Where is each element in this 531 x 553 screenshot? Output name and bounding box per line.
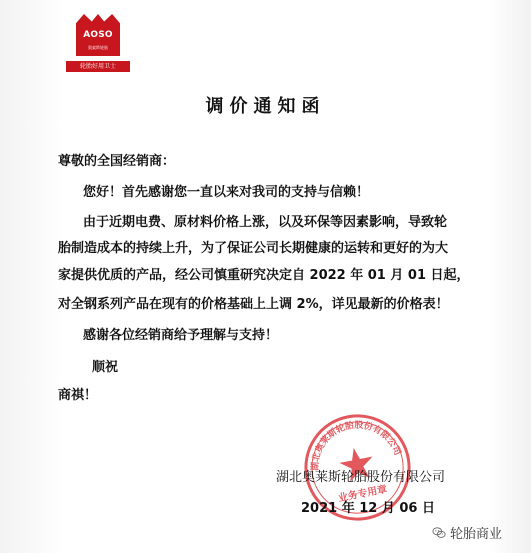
price-adjustment-line-3: 家提供优质的产品，经公司慎重研究决定自 2022 年 01 月 01 日起， bbox=[58, 268, 470, 283]
price-adjustment-line-2: 胎制造成本的持续上升，为了保证公司长期健康的运转和更好的为大 bbox=[58, 241, 449, 256]
closing-line-2: 商祺！ bbox=[58, 388, 98, 403]
salutation: 尊敬的全国经销商： bbox=[58, 154, 176, 169]
logo-tagline: 轮胎好用卫士 bbox=[66, 61, 130, 72]
company-logo bbox=[66, 14, 130, 72]
greeting-paragraph: 您好！首先感谢您一直以来对我司的支持与信赖！ bbox=[83, 185, 370, 200]
logo-subtitle: 奥索斯轮胎 bbox=[88, 45, 108, 50]
closing-line-1: 顺祝 bbox=[92, 360, 119, 375]
source-watermark bbox=[432, 523, 502, 542]
svg-text:业务专用章: 业务专用章 bbox=[337, 484, 389, 505]
document-title: 调价通知函 bbox=[205, 96, 326, 117]
company-signature: 湖北奥莱斯轮胎股份有限公司 bbox=[276, 470, 446, 485]
watermark-text: 轮胎商业 bbox=[450, 527, 503, 542]
price-adjustment-line-4: 对全钢系列产品在现有的价格基础上上调 2%，详见最新的价格表！ bbox=[58, 297, 449, 312]
thanks-paragraph: 感谢各位经销商给予理解与支持！ bbox=[83, 328, 279, 343]
svg-text:湖北奥莱斯轮胎股份有限公司: 湖北奥莱斯轮胎股份有限公司 bbox=[310, 420, 403, 471]
logo-brand: AOSO bbox=[83, 30, 113, 40]
wechat-icon bbox=[432, 526, 446, 540]
document-date: 2021 年 12 月 06 日 bbox=[301, 501, 435, 516]
price-adjustment-line-1: 由于近期电费、原材料价格上涨，以及环保等因素影响，导致轮 bbox=[83, 215, 448, 230]
